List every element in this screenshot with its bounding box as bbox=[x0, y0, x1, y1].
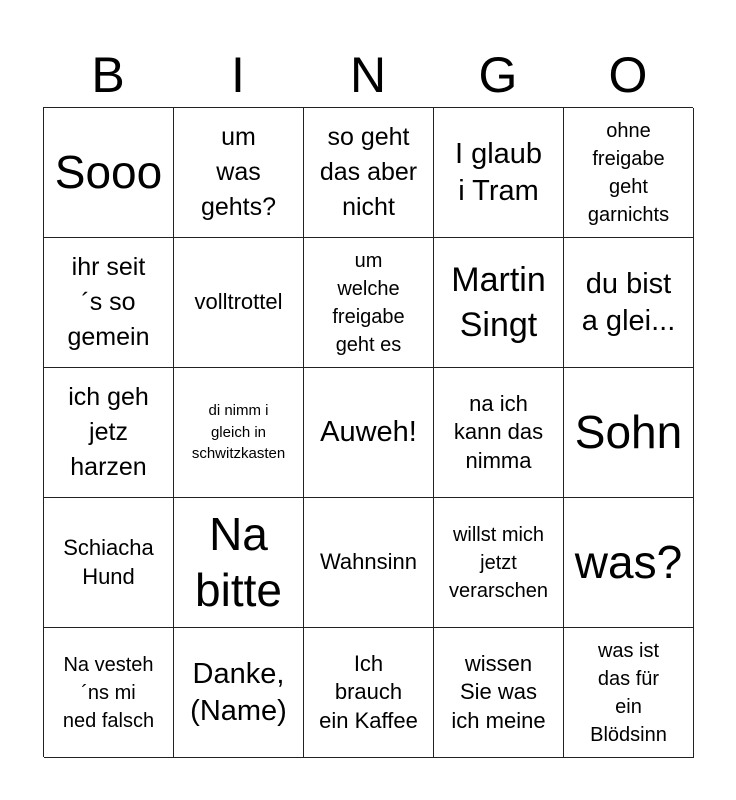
bingo-cell[interactable] bbox=[564, 498, 694, 628]
cell-text: di nimm i gleich in schwitzkasten bbox=[191, 401, 286, 463]
bingo-cell[interactable] bbox=[174, 628, 304, 758]
bingo-cell[interactable] bbox=[174, 368, 304, 498]
bingo-cell[interactable] bbox=[174, 108, 304, 238]
header-letter-o: O bbox=[608, 47, 648, 103]
cell-text: Wahnsinn bbox=[319, 549, 417, 575]
bingo-cell[interactable] bbox=[304, 628, 434, 758]
bingo-cell[interactable] bbox=[434, 498, 564, 628]
cell-text: Ich brauch ein Kaffee bbox=[319, 650, 418, 733]
bingo-cell[interactable] bbox=[434, 238, 564, 368]
bingo-cell[interactable] bbox=[304, 238, 434, 368]
cell-text: um was gehts? bbox=[200, 123, 277, 221]
header-letter-n: N bbox=[349, 47, 387, 103]
cell-text: Martin Singt bbox=[451, 261, 546, 344]
bingo-cell[interactable] bbox=[44, 368, 174, 498]
bingo-cell[interactable] bbox=[304, 498, 434, 628]
bingo-cell[interactable] bbox=[174, 238, 304, 368]
bingo-cell[interactable] bbox=[564, 108, 694, 238]
cell-text: du bist a glei... bbox=[581, 268, 676, 337]
bingo-cell[interactable] bbox=[434, 628, 564, 758]
bingo-cell[interactable] bbox=[44, 498, 174, 628]
cell-text: Sooo bbox=[54, 145, 163, 198]
cell-text: Auweh! bbox=[320, 416, 417, 449]
cell-text: was? bbox=[574, 535, 683, 588]
cell-text: ohne freigabe geht garnichts bbox=[587, 119, 670, 226]
cell-text: wissen Sie was ich meine bbox=[451, 650, 546, 733]
bingo-cell[interactable] bbox=[44, 108, 174, 238]
bingo-cell[interactable] bbox=[434, 108, 564, 238]
cell-text: ich geh jetz harzen bbox=[68, 383, 149, 481]
cell-text: na ich kann das nimma bbox=[453, 390, 544, 473]
cell-text: I glaub i Tram bbox=[454, 138, 543, 207]
bingo-cell[interactable] bbox=[564, 238, 694, 368]
bingo-cell[interactable] bbox=[174, 498, 304, 628]
bingo-cell[interactable] bbox=[44, 628, 174, 758]
bingo-cell[interactable] bbox=[44, 238, 174, 368]
bingo-cell[interactable] bbox=[304, 368, 434, 498]
cell-text: Na bitte bbox=[195, 508, 282, 616]
header-letter-b: B bbox=[91, 47, 125, 103]
bingo-cell[interactable] bbox=[564, 628, 694, 758]
bingo-grid bbox=[43, 107, 693, 757]
cell-text: volltrottel bbox=[194, 289, 283, 315]
cell-text: was ist das für ein Blödsinn bbox=[590, 639, 667, 746]
bingo-header bbox=[43, 42, 693, 108]
cell-text: so geht das aber nicht bbox=[319, 123, 418, 221]
cell-text: Na vesteh ´ns mi ned falsch bbox=[62, 653, 155, 732]
bingo-cell[interactable] bbox=[564, 368, 694, 498]
header-letter-g: G bbox=[478, 47, 518, 103]
bingo-cell[interactable] bbox=[304, 108, 434, 238]
bingo-cell[interactable] bbox=[434, 368, 564, 498]
header-letter-i: I bbox=[231, 47, 245, 103]
cell-text: Danke, (Name) bbox=[190, 658, 287, 727]
cell-text: Sohn bbox=[574, 405, 683, 458]
cell-text: Schiacha Hund bbox=[63, 534, 154, 589]
cell-text: um welche freigabe geht es bbox=[332, 249, 405, 356]
cell-text: ihr seit ´s so gemein bbox=[67, 253, 150, 351]
cell-text: willst mich jetzt verarschen bbox=[449, 523, 548, 602]
